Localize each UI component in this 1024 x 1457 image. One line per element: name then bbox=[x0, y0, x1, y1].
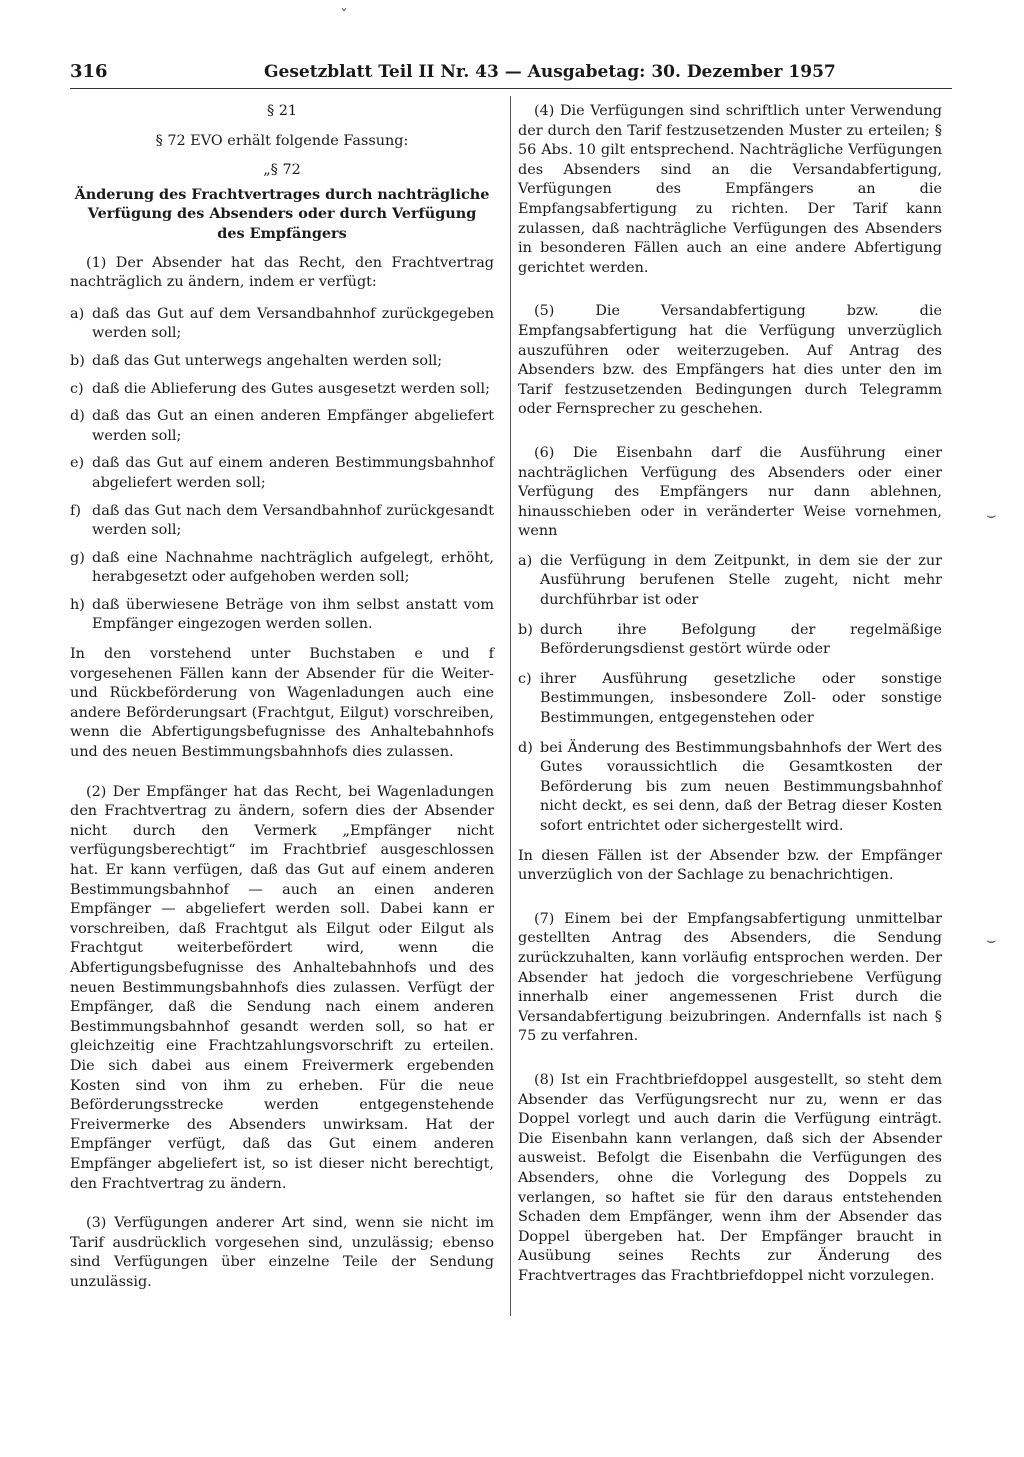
section-intro: § 72 EVO erhält folgende Fassung: bbox=[155, 132, 409, 149]
list-item bbox=[70, 454, 494, 493]
paragraph-number: „§ 72 bbox=[263, 162, 301, 179]
list-item-text: daß das Gut unterwegs angehalten werden soll; bbox=[92, 352, 443, 369]
paragraph-heading: Änderung des Frachtvertrages durch nachträgliche Verfügung des Absenders oder durch Verfügung des Empfängers bbox=[74, 185, 490, 242]
margin-tick-mark: ⌣ bbox=[986, 930, 997, 949]
list-item-label: d) bbox=[70, 408, 85, 425]
list-item bbox=[70, 407, 494, 446]
list-item-text: ihrer Ausführung gesetzliche oder sonstige Bestimmungen, insbesondere Zoll- oder sonstige Bestimmungen, entgegenstehen oder bbox=[540, 670, 942, 727]
list-item-label: c) bbox=[70, 380, 84, 397]
list-item-label: a) bbox=[518, 552, 533, 569]
list-item-text: daß das Gut auf dem Versandbahnhof zurückgegeben werden soll; bbox=[92, 305, 494, 342]
header-rule bbox=[70, 88, 952, 89]
list-item bbox=[70, 380, 494, 400]
subsection-3: (3) Verfügungen anderer Art sind, wenn sie nicht im Tarif ausdrücklich vorgesehen sind, unzulässig; ebenso sind Verfügungen über einzelne Teile der Sendung unzulässig. bbox=[70, 1215, 494, 1290]
list-item bbox=[518, 621, 942, 660]
list-item-text: durch ihre Befolgung der regelmäßige Beförderungsdienst gestört würde oder bbox=[540, 621, 942, 658]
subsection-6-continuation: In diesen Fällen ist der Absender bzw. der Empfänger unverzüglich von der Sachlage zu benachrichtigen. bbox=[518, 847, 942, 884]
list-item-text: daß das Gut nach dem Versandbahnhof zurückgesandt werden soll; bbox=[92, 502, 494, 539]
list-item bbox=[70, 549, 494, 588]
list-item-label: b) bbox=[518, 621, 533, 638]
right-column bbox=[518, 100, 942, 1286]
list-item-text: die Verfügung in dem Zeitpunkt, in dem sie der zur Ausführung berufenen Stelle zugeht, nicht mehr durchführbar ist oder bbox=[540, 552, 942, 609]
list-item-text: daß das Gut auf einem anderen Bestimmungsbahnhof abgeliefert werden soll; bbox=[92, 455, 494, 491]
column-divider bbox=[510, 96, 511, 1316]
running-title: Gesetzblatt Teil II Nr. 43 — Ausgabetag: 30. Dezember 1957 bbox=[264, 62, 836, 82]
subsection-7: (7) Einem bei der Empfangsabfertigung unmittelbar gestellten Antrag des Absenders, die Sendung zurückzuhalten, kann vorläufig entsprochen werden. Der Absender hat jedoch die vorgeschriebene Verfügung innerhalb einer angemessenen Frist durch die Versandabfertigung beizubringen. Andernfalls ist nach § 75 zu verfahren. bbox=[518, 910, 942, 1045]
list-item-label: e) bbox=[70, 455, 85, 472]
list-item bbox=[518, 552, 942, 611]
subsection-2: (2) Der Empfänger hat das Recht, bei Wagenladungen den Frachtvertrag zu ändern, sofern dies der Absender nicht durch den Vermerk „Empfänger nicht verfügungsberechtigt“ im Frachtbrief ausgeschlossen hat. Er kann verfügen, daß das Gut auf einem anderen Bestimmungsbahnhof — auch an einen anderen Empfänger — abgeliefert werden soll. Dabei kann er vorschreiben, daß Frachtgut als Eilgut oder Eilgut als Frachtgut weiterbefördert wird, wenn die Abfertigungsbefugnisse des Anhaltebahnhofs und des neuen Bestimmungsbahnhofs dies zulassen. Verfügt der Empfänger, daß die Sendung nach einem anderen Bestimmungsbahnhof gesandt werden soll, so hat er gleichzeitig eine Frachtzahlungsvorschrift zu erteilen. Die sich dabei aus einem Freivermerk ergebenden Kosten sind von ihm zu erheben. Für die neue Beförderungsstrecke werden entgegenstehende Freivermerke des Absenders unwirksam. Hat der Empfänger verfügt, daß das Gut einem anderen Empfänger abgeliefert ist, so ist dieser nicht berechtigt, den Frachtvertrag zu ändern. bbox=[70, 783, 494, 1192]
list-item bbox=[518, 670, 942, 729]
list-item-text: daß das Gut an einen anderen Empfänger abgeliefert werden soll; bbox=[92, 408, 494, 444]
subsection-1: (1) Der Absender hat das Recht, den Frachtvertrag nachträglich zu ändern, indem er verfügt: bbox=[70, 254, 494, 291]
list-item bbox=[70, 352, 494, 372]
list-1 bbox=[70, 305, 494, 635]
list-item bbox=[518, 739, 942, 837]
list-item bbox=[70, 502, 494, 541]
subsection-5: (5) Die Versandabfertigung bzw. die Empfangsabfertigung hat die Verfügung unverzüglich auszuführen oder weiterzugeben. Auf Antrag des Absenders bzw. des Empfängers hat dies unter den im Tarif festzusetzenden Bedingungen durch Telegramm oder Fernsprecher zu geschehen. bbox=[518, 303, 942, 418]
subsection-8: (8) Ist ein Frachtbriefdoppel ausgestellt, so steht dem Absender das Verfügungsrecht nur zu, wenn er das Doppel vorlegt und auch darin die Verfügung einträgt. Die Eisenbahn kann verlangen, daß sich der Absender ausweist. Befolgt die Eisenbahn die Verfügungen des Absenders, ohne die Vorlegung des Doppels zu verlangen, so haftet sie für den daraus entstehenden Schaden dem Empfänger, wenn ihm der Absender das Doppel übergeben hat. Der Empfänger braucht in Ausübung seines Rechts zur Änderung des Frachtvertrages das Frachtbriefdoppel nicht vorzulegen. bbox=[518, 1071, 942, 1284]
list-item-text: bei Änderung des Bestimmungsbahnhofs der Wert des Gutes voraussichtlich die Gesamtkosten der Beförderung bis zum neuen Bestimmungsbahnhof nicht deckt, es sei denn, daß der Betrag dieser Kosten sofort entrichtet oder sichergestellt wird. bbox=[540, 739, 942, 834]
list-item-label: b) bbox=[70, 352, 85, 369]
subsection-1-continuation: In den vorstehend unter Buchstaben e und f vorgesehenen Fällen kann der Absender für die Weiter- und Rückbeförderung von Wagenladungen auch eine andere Beförderungsart (Frachtgut, Eilgut) vorschreiben, wenn die Abfertigungsbefugnisse des Anhaltebahnhofs und des neuen Bestimmungsbahnhofs dies zulassen. bbox=[70, 646, 494, 761]
page-number: 316 bbox=[70, 61, 108, 82]
list-item-text: daß die Ablieferung des Gutes ausgesetzt werden soll; bbox=[92, 380, 490, 397]
margin-tick-mark: ⌣ bbox=[986, 505, 997, 524]
list-item-label: f) bbox=[70, 502, 81, 519]
list-item-label: d) bbox=[518, 739, 533, 756]
left-column bbox=[70, 100, 494, 1292]
list-item-label: c) bbox=[518, 670, 532, 687]
list-item-text: daß überwiesene Beträge von ihm selbst anstatt vom Empfänger eingezogen werden sollen. bbox=[92, 596, 494, 633]
list-item bbox=[70, 305, 494, 344]
list-2 bbox=[518, 552, 942, 837]
list-item-label: h) bbox=[70, 596, 85, 613]
page-header bbox=[70, 60, 870, 84]
subsection-4: (4) Die Verfügungen sind schriftlich unter Verwendung der durch den Tarif festzusetzenden Muster zu erteilen; § 56 Abs. 10 gilt entsprechend. Nachträgliche Verfügungen des Absenders sind an die Versandabfertigung, Verfügungen des Empfängers an die Empfangsabfertigung zu richten. Der Tarif kann zulassen, daß nachträgliche Verfügungen des Absenders in besonderen Fällen auch an eine andere Abfertigung gerichtet werden. bbox=[518, 103, 942, 276]
section-number: § 21 bbox=[266, 103, 298, 119]
list-item bbox=[70, 596, 494, 635]
list-item-text: daß eine Nachnahme nachträglich aufgelegt, erhöht, herabgesetzt oder aufgehoben werden soll; bbox=[92, 549, 494, 586]
list-item-label: a) bbox=[70, 305, 85, 322]
list-item-label: g) bbox=[70, 549, 85, 566]
subsection-6: (6) Die Eisenbahn darf die Ausführung einer nachträglichen Verfügung des Absenders oder einer Verfügung des Empfängers nur dann ablehnen, hinausschieben oder in veränderter Weise vornehmen, wenn bbox=[518, 444, 942, 540]
scan-speck-mark: ˇ bbox=[340, 6, 348, 25]
